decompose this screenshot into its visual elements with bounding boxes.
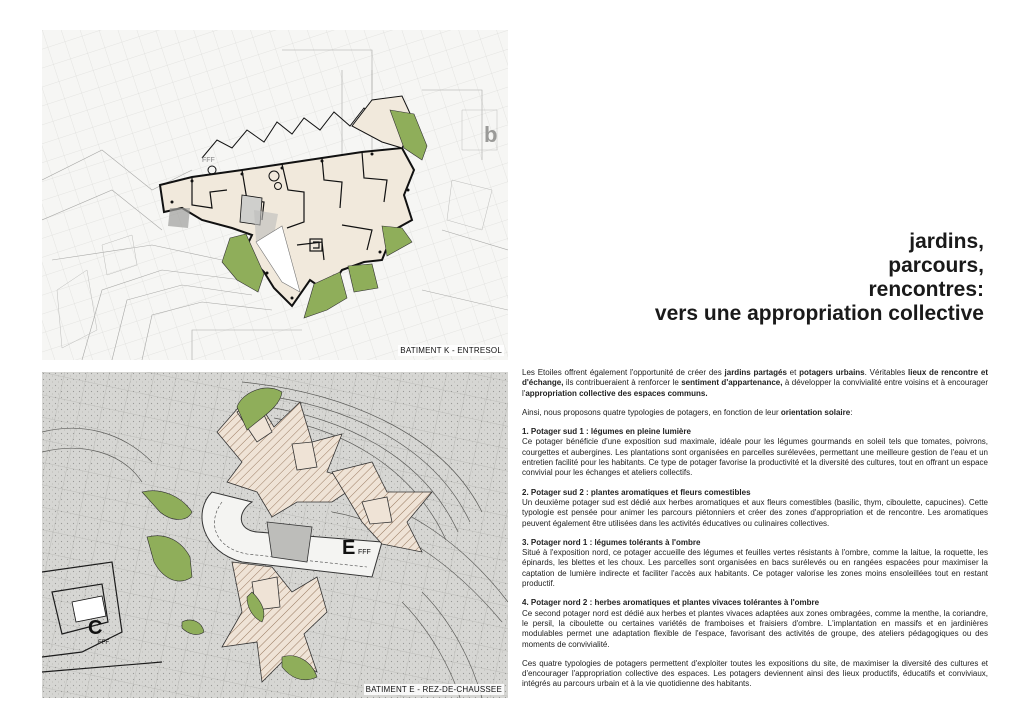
plan-batiment-k — [42, 30, 508, 360]
intro-bold-4: sentiment d'appartenance, — [681, 378, 783, 388]
plan-k-letter: b — [484, 122, 498, 147]
section-text: Ce second potager nord est dédié aux herbes et plantes vivaces adaptées aux zones ombragées, comme la menthe, la coriandre, le persil, la ciboulette ou certaines variétés de framboises et fraisiers d'ombre. L'implantation en massifs et en jardinières modulables permet une adaptation flexible de l'espace, favorisant des activités de groupe, des ateliers pédagogiques ou des moments de convivialité. — [522, 608, 988, 649]
section-text: Situé à l'exposition nord, ce potager accueille des légumes et feuilles vertes résistants à l'ombre, comme la laitue, la roquette, les épinards, les blettes et les choux. Les parcelles sont organisées en bacs surélevés ou en rangées espacées pour maximiser la captation de lumière indirecte et faciliter l'accès aux habitants. Ce potager valorise les zones moins ensoleillées tout en restant productif. — [522, 548, 988, 589]
title-line-1: jardins, — [909, 230, 984, 253]
intro-text-4: ils contribueraient à renforcer le — [563, 378, 682, 388]
caption-batiment-k: BATIMENT K - ENTRESOL — [400, 346, 502, 355]
section-potager-nord-1 — [522, 538, 988, 589]
section-text: Ce potager bénéficie d'une exposition sud maximale, idéale pour les légumes gourmands en soleil tels que tomates, poivrons, courgettes et aubergines. Les plantations sont organisées en parcelles surélevées, permettant une meilleure gestion de l'eau et un entretien facilité pour les habitants. Ce type de potager favorise la productivité et la diversité des cultures, tout en offrant un espace convivial pour les échanges et ateliers collectifs. — [522, 437, 988, 478]
intro2-text-2: : — [850, 407, 853, 417]
intro-paragraph — [522, 368, 988, 399]
section-potager-nord-2 — [522, 598, 988, 649]
section-potager-sud-2 — [522, 488, 988, 529]
intro-bold-2: potagers urbains — [799, 368, 865, 377]
section-text: Un deuxième potager sud est dédié aux herbes aromatiques et aux fleurs comestibles (basilic, thym, ciboulette, capucines). Cette typologie est pensée pour animer les parcours piétonniers et créer des zones d'appropriation et de rencontre. Les aromatiques peuvent également être utilisées dans les activités éducatives ou culinaires collectives. — [522, 497, 988, 528]
plan-e-c-fff: FFF — [98, 640, 109, 646]
plan-k-fff: FFF — [202, 157, 215, 164]
intro2-text-1: Ainsi, nous proposons quatre typologies de potagers, en fonction de leur — [522, 407, 781, 417]
title-line-4: vers une appropriation collective — [654, 302, 984, 325]
section-heading: 2. Potager sud 2 : plantes aromatiques et fleurs comestibles — [522, 487, 751, 497]
intro-text-5: à développer la convivialité entre voisins et à encourager l' — [522, 378, 988, 398]
intro-text-1: Les Etoiles offrent également l'opportunité de créer des — [522, 368, 725, 377]
title-line-3: rencontres: — [868, 278, 984, 301]
conclusion-paragraph: Ces quatre typologies de potagers permettent d'exploiter toutes les expositions du site, de maximiser la diversité des cultures et d'encourager l'appropriation collective des espaces. Les potagers deviennent ainsi des lieux productifs, éducatifs et conviviaux, intégrés au parcours urbain et à la vie quotidienne des habitants. — [522, 658, 988, 689]
section-heading: 4. Potager nord 2 : herbes aromatiques et plantes vivaces tolérantes à l'ombre — [522, 598, 820, 608]
caption-batiment-e: BATIMENT E - REZ-DE-CHAUSSEE — [365, 685, 502, 694]
section-heading: 1. Potager sud 1 : légumes en pleine lumière — [522, 427, 691, 437]
plan-batiment-e — [42, 372, 508, 698]
intro-bold-3: lieux de rencontre et d'échange, — [522, 368, 988, 388]
plan-e-letter: E — [342, 537, 356, 559]
intro-text-2: et — [786, 368, 800, 377]
plan-e-c-letter: C — [88, 617, 103, 639]
section-heading: 3. Potager nord 1 : légumes tolérants à l'ombre — [522, 537, 701, 547]
plan-e-drawing — [42, 372, 508, 698]
body-text — [522, 368, 988, 699]
title-line-2: parcours, — [888, 254, 984, 277]
intro2-paragraph — [522, 408, 988, 418]
plan-e-fff: FFF — [358, 549, 371, 556]
page-title — [655, 230, 984, 326]
section-potager-sud-1 — [522, 427, 988, 478]
intro-text-3: . Véritables — [864, 368, 909, 377]
intro2-bold-1: orientation solaire — [780, 407, 851, 417]
plan-k-drawing — [42, 30, 508, 360]
intro-bold-5: appropriation collective des espaces communs. — [525, 388, 708, 398]
intro-bold-1: jardins partagés — [724, 368, 787, 377]
